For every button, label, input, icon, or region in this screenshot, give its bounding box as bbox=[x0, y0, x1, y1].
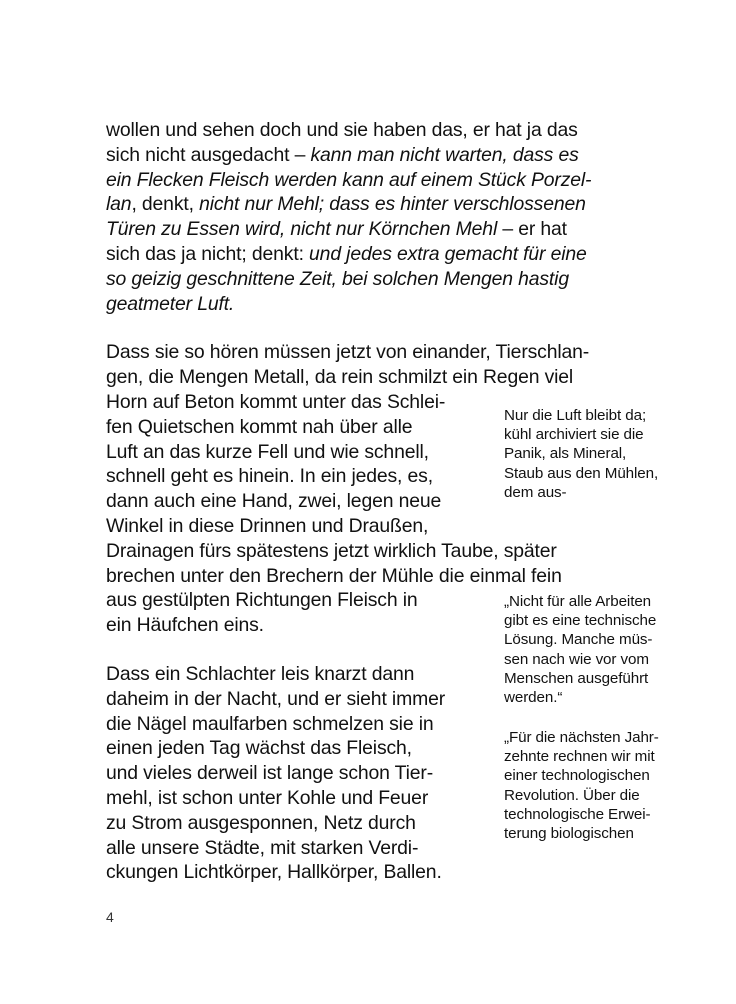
text-line bbox=[106, 118, 666, 143]
note-line: zehnte rechnen wir mit bbox=[504, 748, 655, 766]
note-line: „Für die nächsten Jahr- bbox=[504, 729, 659, 746]
roman-run: die Nägel maulfarben schmelzen sie in bbox=[106, 712, 434, 735]
text-line bbox=[106, 217, 666, 242]
roman-run: wollen und sehen doch und sie haben das, er hat ja das bbox=[106, 119, 578, 141]
roman-run: fen Quietschen kommt nah über alle bbox=[106, 415, 413, 438]
italic-run: ein Flecken Fleisch werden kann auf einem Stück Porzel- bbox=[106, 168, 592, 191]
text-line bbox=[106, 143, 666, 168]
roman-run: – er hat bbox=[497, 218, 567, 241]
text-line bbox=[106, 564, 666, 589]
text-line bbox=[106, 860, 666, 885]
roman-run: aus gestülpten Richtungen Fleisch in bbox=[106, 589, 418, 612]
note-line: werden.“ bbox=[504, 689, 563, 707]
italic-run: nicht nur Mehl; dass es hinter verschlossenen bbox=[199, 193, 586, 216]
roman-run: daheim in der Nacht, und er sieht immer bbox=[106, 687, 446, 710]
note-line: dem aus- bbox=[504, 483, 567, 501]
italic-run: geatmeter Luft. bbox=[106, 292, 235, 315]
text-line bbox=[106, 267, 666, 292]
page-number: 4 bbox=[106, 909, 114, 925]
margin-note-3 bbox=[504, 728, 659, 843]
text-line bbox=[106, 242, 666, 267]
roman-run: Luft an das kurze Fell und wie schnell, bbox=[106, 440, 429, 463]
note-line: gibt es eine technische bbox=[504, 612, 657, 630]
roman-run: mehl, ist schon unter Kohle und Feuer bbox=[106, 786, 429, 809]
text-line bbox=[106, 514, 666, 539]
note-line: terung biologischen bbox=[504, 825, 634, 843]
text-line bbox=[106, 539, 666, 564]
roman-run: brechen unter den Brechern der Mühle die einmal fein bbox=[106, 564, 562, 587]
note-line: sen nach wie vor vom bbox=[504, 650, 649, 668]
roman-run: Horn auf Beton kommt unter das Schlei- bbox=[106, 390, 446, 413]
roman-run: ein Häufchen eins. bbox=[106, 614, 264, 637]
italic-run: kann man nicht warten, dass es bbox=[310, 143, 579, 166]
note-line: kühl archiviert sie die bbox=[504, 426, 644, 444]
roman-run: , denkt, bbox=[131, 193, 200, 216]
roman-run: sich das ja nicht; denkt: bbox=[106, 242, 310, 265]
text-line bbox=[106, 365, 666, 390]
margin-note-1 bbox=[504, 406, 658, 502]
roman-run: und vieles derweil ist lange schon Tier- bbox=[106, 762, 434, 785]
note-line: Lösung. Manche müs- bbox=[504, 631, 653, 649]
roman-run: Dass sie so hören müssen jetzt von einander, Tierschlan- bbox=[106, 341, 590, 364]
note-line: Panik, als Mineral, bbox=[504, 445, 627, 463]
text-line bbox=[106, 292, 666, 317]
italic-run: und jedes extra gemacht für eine bbox=[309, 242, 587, 265]
text-line bbox=[106, 168, 666, 193]
roman-run: ckungen Lichtkörper, Hallkörper, Ballen. bbox=[106, 861, 442, 884]
note-line: Staub aus den Mühlen, bbox=[504, 464, 659, 482]
roman-run: alle unsere Städte, mit starken Verdi- bbox=[106, 836, 419, 859]
text-line bbox=[106, 192, 666, 217]
note-line: Revolution. Über die bbox=[504, 786, 640, 804]
note-line: Nur die Luft bleibt da; bbox=[504, 407, 647, 424]
roman-run: einen jeden Tag wächst das Fleisch, bbox=[106, 737, 412, 760]
note-line: technologische Erwei- bbox=[504, 805, 651, 823]
italic-run: so geizig geschnittene Zeit, bei solchen Mengen hastig bbox=[106, 267, 569, 290]
roman-run: Dass ein Schlachter leis knarzt dann bbox=[106, 662, 415, 685]
roman-run: gen, die Mengen Metall, da rein schmilzt ein Regen viel bbox=[106, 366, 574, 389]
italic-run: lan bbox=[106, 193, 132, 216]
paragraph-1 bbox=[106, 118, 666, 316]
roman-run: Winkel in diese Drinnen und Draußen, bbox=[106, 514, 429, 537]
roman-run: dann auch eine Hand, zwei, legen neue bbox=[106, 490, 442, 513]
roman-run: Drainagen fürs spätestens jetzt wirklich Taube, später bbox=[106, 539, 557, 562]
text-line bbox=[106, 340, 666, 365]
roman-run: sich nicht ausgedacht – bbox=[106, 143, 311, 166]
roman-run: schnell geht es hinein. In ein jedes, es, bbox=[106, 465, 433, 488]
note-line: einer technologischen bbox=[504, 767, 650, 785]
note-line: „Nicht für alle Arbeiten bbox=[504, 593, 652, 610]
roman-run: zu Strom ausgesponnen, Netz durch bbox=[106, 811, 416, 834]
margin-note-2 bbox=[504, 592, 656, 707]
italic-run: Türen zu Essen wird, nicht nur Körnchen Mehl bbox=[106, 218, 498, 241]
note-line: Menschen ausgeführt bbox=[504, 669, 649, 687]
